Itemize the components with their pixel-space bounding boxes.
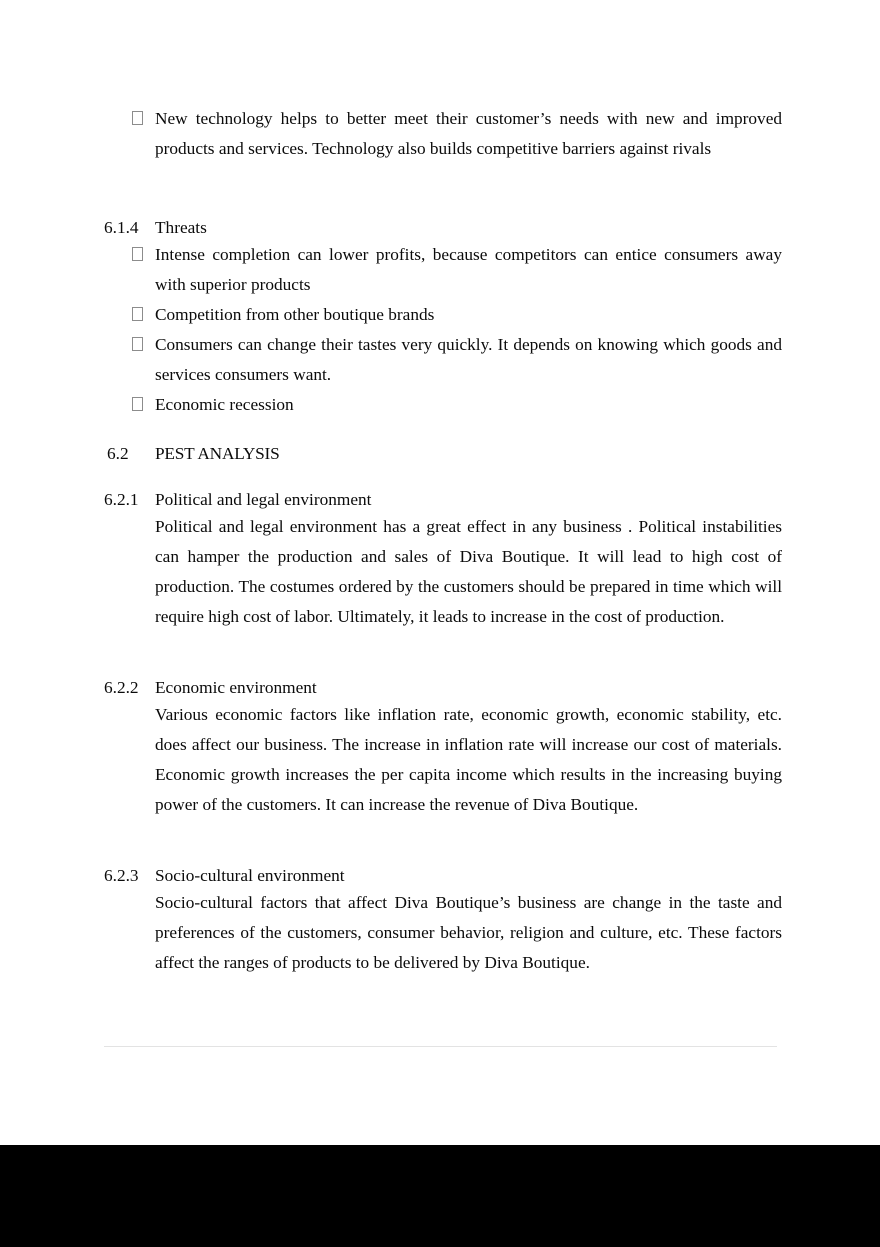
list-item [104,104,782,164]
heading-number: 6.2 [107,444,129,463]
list-item-text: Competition from other boutique brands [155,305,435,324]
page-content [104,104,782,978]
bullet-box-icon [132,337,143,351]
list-item-text: Consumers can change their tastes very quickly. It depends on knowing which goods and services consumers want. [155,335,782,384]
list-item-text: Economic recession [155,395,294,414]
bullet-box-icon [132,111,143,125]
bullet-box-icon [132,307,143,321]
spacer [104,850,782,864]
list-item [104,390,782,420]
spacer [104,662,782,676]
bottom-black-band [0,1145,880,1247]
heading-6-1-4 [104,216,782,240]
threats-bullet-list [104,240,782,420]
spacer [104,632,782,662]
heading-title: Political and legal environment [155,490,372,509]
list-item [104,240,782,300]
opportunities-bullet-list [104,104,782,164]
heading-6-2 [104,442,782,466]
footer-divider [104,1046,777,1047]
list-item-text: Intense completion can lower profits, because competitors can entice consumers away with superior products [155,245,782,294]
heading-6-2-1 [104,488,782,512]
spacer [104,194,782,216]
heading-title: PEST ANALYSIS [155,444,280,463]
heading-title: Economic environment [155,678,317,697]
spacer [104,466,782,488]
paragraph-6-2-2: Various economic factors like inflation rate, economic growth, economic stability, etc. does affect our business. The increase in inflation rate will increase our cost of materials. Economic growth increases the per capita income which results in the increasing buying power of the customers. It can increase the revenue of Diva Boutique. [155,705,782,814]
heading-6-2-2 [104,676,782,700]
paragraph-6-2-1: Political and legal environment has a great effect in any business . Political instabilities can hamper the production and sales of Diva Boutique. It will lead to high cost of production. The costumes ordered by the customers should be prepared in time which will require high cost of labor. Ultimately, it leads to increase in the cost of production. [155,517,782,626]
list-item [104,330,782,390]
spacer [104,164,782,194]
spacer [104,820,782,850]
paragraph-6-2-3: Socio-cultural factors that affect Diva Boutique’s business are change in the taste and preferences of the customers, consumer behavior, religion and culture, etc. These factors affect the ranges of products to be delivered by Diva Boutique. [155,893,782,972]
heading-number: 6.2.3 [104,866,139,885]
heading-title: Threats [155,218,207,237]
spacer [104,420,782,442]
heading-number: 6.2.2 [104,678,139,697]
list-item [104,300,782,330]
bullet-box-icon [132,397,143,411]
heading-number: 6.2.1 [104,490,139,509]
heading-title: Socio-cultural environment [155,866,345,885]
list-item-text: New technology helps to better meet their customer’s needs with new and improved products and services. Technology also builds competitive barriers against rivals [155,109,782,158]
heading-number: 6.1.4 [104,218,139,237]
bullet-box-icon [132,247,143,261]
heading-6-2-3 [104,864,782,888]
